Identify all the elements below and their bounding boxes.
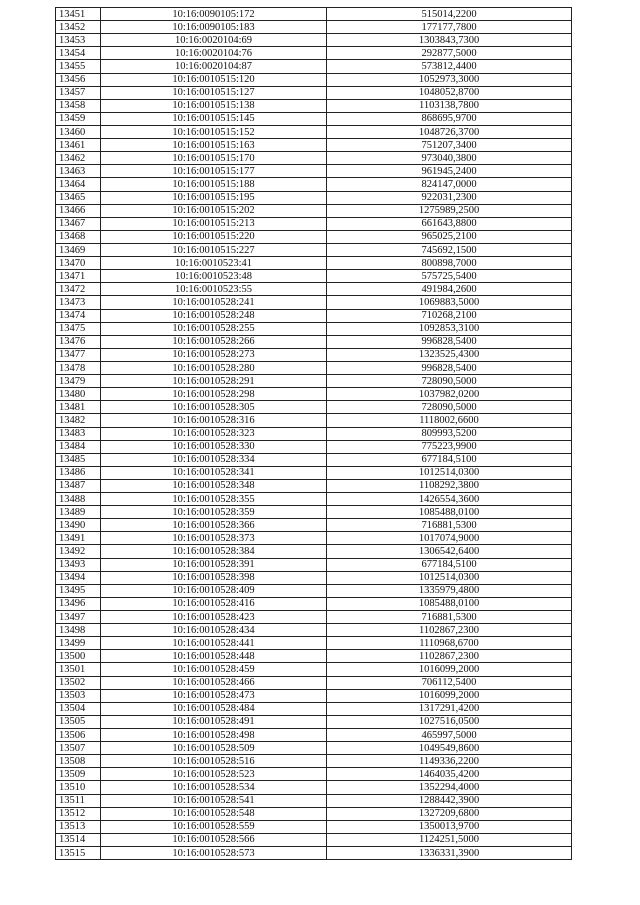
cadastral-number-cell: 10:16:0010528:291	[101, 375, 327, 388]
row-number-cell: 13488	[56, 493, 101, 506]
table-row	[56, 8, 572, 21]
cadastral-number-cell: 10:16:0010528:391	[101, 558, 327, 571]
value-cell: 1092853,3100	[327, 322, 572, 335]
value-cell: 1108292,3800	[327, 479, 572, 492]
row-number-cell: 13481	[56, 401, 101, 414]
row-number-cell: 13507	[56, 742, 101, 755]
value-cell: 868695,9700	[327, 112, 572, 125]
row-number-cell: 13490	[56, 519, 101, 532]
row-number-cell: 13453	[56, 34, 101, 47]
table-row	[56, 73, 572, 86]
row-number-cell: 13472	[56, 283, 101, 296]
row-number-cell: 13510	[56, 781, 101, 794]
cadastral-number-cell: 10:16:0010528:434	[101, 624, 327, 637]
value-cell: 573812,4400	[327, 60, 572, 73]
value-cell: 1317291,4200	[327, 702, 572, 715]
cadastral-number-cell: 10:16:0010528:566	[101, 833, 327, 846]
row-number-cell: 13495	[56, 584, 101, 597]
value-cell: 1048052,8700	[327, 86, 572, 99]
row-number-cell: 13489	[56, 506, 101, 519]
table-row	[56, 361, 572, 374]
value-cell: 710268,2100	[327, 309, 572, 322]
row-number-cell: 13493	[56, 558, 101, 571]
value-cell: 292877,5000	[327, 47, 572, 60]
table-row	[56, 715, 572, 728]
row-number-cell: 13499	[56, 637, 101, 650]
cadastral-number-cell: 10:16:0090105:183	[101, 21, 327, 34]
value-cell: 1350013,9700	[327, 820, 572, 833]
cadastral-number-cell: 10:16:0010515:152	[101, 125, 327, 138]
cadastral-number-cell: 10:16:0010528:509	[101, 742, 327, 755]
table-row	[56, 296, 572, 309]
value-cell: 745692,1500	[327, 243, 572, 256]
row-number-cell: 13471	[56, 270, 101, 283]
cadastral-number-cell: 10:16:0010515:120	[101, 73, 327, 86]
row-number-cell: 13485	[56, 453, 101, 466]
value-cell: 575725,5400	[327, 270, 572, 283]
row-number-cell: 13466	[56, 204, 101, 217]
table-row	[56, 833, 572, 846]
row-number-cell: 13484	[56, 440, 101, 453]
cadastral-number-cell: 10:16:0010528:366	[101, 519, 327, 532]
table-row	[56, 125, 572, 138]
cadastral-number-cell: 10:16:0010528:498	[101, 729, 327, 742]
value-cell: 1275989,2500	[327, 204, 572, 217]
table-row	[56, 729, 572, 742]
cadastral-number-cell: 10:16:0010528:359	[101, 506, 327, 519]
cadastral-number-cell: 10:16:0010523:55	[101, 283, 327, 296]
cadastral-number-cell: 10:16:0010515:195	[101, 191, 327, 204]
value-cell: 775223,9900	[327, 440, 572, 453]
cadastral-number-cell: 10:16:0010523:41	[101, 257, 327, 270]
table-row	[56, 584, 572, 597]
cadastral-number-cell: 10:16:0010515:227	[101, 243, 327, 256]
table-row	[56, 807, 572, 820]
cadastral-number-cell: 10:16:0010515:138	[101, 99, 327, 112]
value-cell: 965025,2100	[327, 230, 572, 243]
table-row	[56, 742, 572, 755]
cadastral-number-cell: 10:16:0020104:87	[101, 60, 327, 73]
value-cell: 1017074,9000	[327, 532, 572, 545]
table-row	[56, 663, 572, 676]
cadastral-number-cell: 10:16:0010528:305	[101, 401, 327, 414]
row-number-cell: 13498	[56, 624, 101, 637]
table-row	[56, 650, 572, 663]
row-number-cell: 13511	[56, 794, 101, 807]
row-number-cell: 13487	[56, 479, 101, 492]
value-cell: 677184,5100	[327, 558, 572, 571]
cadastral-number-cell: 10:16:0010528:334	[101, 453, 327, 466]
value-cell: 1102867,2300	[327, 650, 572, 663]
cadastral-number-cell: 10:16:0010528:416	[101, 597, 327, 610]
table-row	[56, 453, 572, 466]
cadastral-number-cell: 10:16:0010528:373	[101, 532, 327, 545]
cadastral-number-cell: 10:16:0010528:241	[101, 296, 327, 309]
table-row	[56, 335, 572, 348]
cadastral-number-cell: 10:16:0010528:248	[101, 309, 327, 322]
cadastral-number-cell: 10:16:0010528:448	[101, 650, 327, 663]
cadastral-number-cell: 10:16:0010528:466	[101, 676, 327, 689]
row-number-cell: 13512	[56, 807, 101, 820]
data-table	[55, 7, 572, 860]
cadastral-number-cell: 10:16:0010528:323	[101, 427, 327, 440]
table-row	[56, 702, 572, 715]
value-cell: 1306542,6400	[327, 545, 572, 558]
table-row	[56, 112, 572, 125]
table-row	[56, 571, 572, 584]
cadastral-number-cell: 10:16:0010528:266	[101, 335, 327, 348]
table-row	[56, 257, 572, 270]
row-number-cell: 13458	[56, 99, 101, 112]
cadastral-number-cell: 10:16:0010528:484	[101, 702, 327, 715]
table-row	[56, 86, 572, 99]
value-cell: 1118002,6600	[327, 414, 572, 427]
row-number-cell: 13451	[56, 8, 101, 21]
value-cell: 800898,7000	[327, 257, 572, 270]
table-row	[56, 152, 572, 165]
table-row	[56, 34, 572, 47]
table-row	[56, 794, 572, 807]
cadastral-number-cell: 10:16:0010515:170	[101, 152, 327, 165]
row-number-cell: 13462	[56, 152, 101, 165]
table-row	[56, 768, 572, 781]
value-cell: 824147,0000	[327, 178, 572, 191]
table-body	[56, 8, 572, 860]
table-row	[56, 47, 572, 60]
cadastral-number-cell: 10:16:0010528:316	[101, 414, 327, 427]
value-cell: 1049549,8600	[327, 742, 572, 755]
row-number-cell: 13491	[56, 532, 101, 545]
table-row	[56, 820, 572, 833]
cadastral-number-cell: 10:16:0010528:516	[101, 755, 327, 768]
cadastral-number-cell: 10:16:0010528:398	[101, 571, 327, 584]
value-cell: 1103138,7800	[327, 99, 572, 112]
row-number-cell: 13500	[56, 650, 101, 663]
value-cell: 973040,3800	[327, 152, 572, 165]
cadastral-number-cell: 10:16:0010528:473	[101, 689, 327, 702]
value-cell: 716881,5300	[327, 519, 572, 532]
table-row	[56, 204, 572, 217]
row-number-cell: 13473	[56, 296, 101, 309]
cadastral-number-cell: 10:16:0010528:459	[101, 663, 327, 676]
table-row	[56, 532, 572, 545]
value-cell: 751207,3400	[327, 139, 572, 152]
cadastral-number-cell: 10:16:0090105:172	[101, 8, 327, 21]
row-number-cell: 13467	[56, 217, 101, 230]
value-cell: 1288442,3900	[327, 794, 572, 807]
cadastral-number-cell: 10:16:0010515:145	[101, 112, 327, 125]
table-row	[56, 230, 572, 243]
table-row	[56, 440, 572, 453]
cadastral-number-cell: 10:16:0010515:202	[101, 204, 327, 217]
value-cell: 515014,2200	[327, 8, 572, 21]
cadastral-number-cell: 10:16:0010528:548	[101, 807, 327, 820]
row-number-cell: 13470	[56, 257, 101, 270]
row-number-cell: 13483	[56, 427, 101, 440]
table-row	[56, 637, 572, 650]
table-row	[56, 348, 572, 361]
table-row	[56, 755, 572, 768]
value-cell: 1052973,3000	[327, 73, 572, 86]
cadastral-number-cell: 10:16:0010523:48	[101, 270, 327, 283]
row-number-cell: 13463	[56, 165, 101, 178]
cadastral-number-cell: 10:16:0010528:573	[101, 847, 327, 860]
row-number-cell: 13468	[56, 230, 101, 243]
row-number-cell: 13496	[56, 597, 101, 610]
cadastral-number-cell: 10:16:0010528:355	[101, 493, 327, 506]
value-cell: 1303843,7300	[327, 34, 572, 47]
cadastral-number-cell: 10:16:0020104:69	[101, 34, 327, 47]
row-number-cell: 13482	[56, 414, 101, 427]
table-row	[56, 165, 572, 178]
cadastral-number-cell: 10:16:0010528:534	[101, 781, 327, 794]
row-number-cell: 13455	[56, 60, 101, 73]
cadastral-number-cell: 10:16:0010528:348	[101, 479, 327, 492]
row-number-cell: 13492	[56, 545, 101, 558]
table-row	[56, 414, 572, 427]
table-row	[56, 21, 572, 34]
table-row	[56, 689, 572, 702]
cadastral-number-cell: 10:16:0010528:255	[101, 322, 327, 335]
value-cell: 1085488,0100	[327, 506, 572, 519]
table-row	[56, 519, 572, 532]
value-cell: 1085488,0100	[327, 597, 572, 610]
row-number-cell: 13479	[56, 375, 101, 388]
table-row	[56, 781, 572, 794]
value-cell: 1012514,0300	[327, 571, 572, 584]
cadastral-number-cell: 10:16:0010515:188	[101, 178, 327, 191]
table-row	[56, 99, 572, 112]
table-row	[56, 322, 572, 335]
cadastral-number-cell: 10:16:0010515:177	[101, 165, 327, 178]
table-row	[56, 243, 572, 256]
value-cell: 716881,5300	[327, 611, 572, 624]
row-number-cell: 13502	[56, 676, 101, 689]
table-row	[56, 270, 572, 283]
value-cell: 1027516,0500	[327, 715, 572, 728]
row-number-cell: 13508	[56, 755, 101, 768]
cadastral-number-cell: 10:16:0010528:441	[101, 637, 327, 650]
value-cell: 1426554,3600	[327, 493, 572, 506]
row-number-cell: 13474	[56, 309, 101, 322]
value-cell: 1037982,0200	[327, 388, 572, 401]
cadastral-number-cell: 10:16:0010528:523	[101, 768, 327, 781]
value-cell: 1110968,6700	[327, 637, 572, 650]
table-row	[56, 597, 572, 610]
table-row	[56, 545, 572, 558]
row-number-cell: 13497	[56, 611, 101, 624]
table-row	[56, 676, 572, 689]
value-cell: 996828,5400	[327, 361, 572, 374]
table-row	[56, 466, 572, 479]
cadastral-number-cell: 10:16:0010528:280	[101, 361, 327, 374]
cadastral-number-cell: 10:16:0010528:330	[101, 440, 327, 453]
table-row	[56, 479, 572, 492]
table-row	[56, 611, 572, 624]
row-number-cell: 13494	[56, 571, 101, 584]
row-number-cell: 13459	[56, 112, 101, 125]
value-cell: 728090,5000	[327, 401, 572, 414]
table-row	[56, 191, 572, 204]
value-cell: 1069883,5000	[327, 296, 572, 309]
value-cell: 728090,5000	[327, 375, 572, 388]
row-number-cell: 13452	[56, 21, 101, 34]
cadastral-number-cell: 10:16:0010528:541	[101, 794, 327, 807]
cadastral-number-cell: 10:16:0010528:491	[101, 715, 327, 728]
row-number-cell: 13465	[56, 191, 101, 204]
row-number-cell: 13456	[56, 73, 101, 86]
value-cell: 1016099,2000	[327, 689, 572, 702]
table-row	[56, 60, 572, 73]
value-cell: 1323525,4300	[327, 348, 572, 361]
cadastral-number-cell: 10:16:0010515:220	[101, 230, 327, 243]
value-cell: 661643,8800	[327, 217, 572, 230]
row-number-cell: 13514	[56, 833, 101, 846]
table-row	[56, 309, 572, 322]
value-cell: 1012514,0300	[327, 466, 572, 479]
row-number-cell: 13480	[56, 388, 101, 401]
row-number-cell: 13457	[56, 86, 101, 99]
value-cell: 1327209,6800	[327, 807, 572, 820]
cadastral-number-cell: 10:16:0010528:298	[101, 388, 327, 401]
cadastral-number-cell: 10:16:0010528:384	[101, 545, 327, 558]
table-row	[56, 401, 572, 414]
table-row	[56, 388, 572, 401]
row-number-cell: 13477	[56, 348, 101, 361]
cadastral-number-cell: 10:16:0020104:76	[101, 47, 327, 60]
value-cell: 809993,5200	[327, 427, 572, 440]
value-cell: 1464035,4200	[327, 768, 572, 781]
table-row	[56, 427, 572, 440]
row-number-cell: 13505	[56, 715, 101, 728]
value-cell: 996828,5400	[327, 335, 572, 348]
row-number-cell: 13513	[56, 820, 101, 833]
cadastral-number-cell: 10:16:0010528:409	[101, 584, 327, 597]
cadastral-number-cell: 10:16:0010528:559	[101, 820, 327, 833]
value-cell: 1336331,3900	[327, 847, 572, 860]
table-row	[56, 624, 572, 637]
value-cell: 677184,5100	[327, 453, 572, 466]
value-cell: 177177,7800	[327, 21, 572, 34]
table-row	[56, 375, 572, 388]
value-cell: 922031,2300	[327, 191, 572, 204]
table-row	[56, 283, 572, 296]
row-number-cell: 13464	[56, 178, 101, 191]
value-cell: 706112,5400	[327, 676, 572, 689]
row-number-cell: 13454	[56, 47, 101, 60]
row-number-cell: 13476	[56, 335, 101, 348]
value-cell: 1352294,4000	[327, 781, 572, 794]
cadastral-number-cell: 10:16:0010515:213	[101, 217, 327, 230]
cadastral-number-cell: 10:16:0010528:423	[101, 611, 327, 624]
row-number-cell: 13486	[56, 466, 101, 479]
table-row	[56, 506, 572, 519]
value-cell: 961945,2400	[327, 165, 572, 178]
row-number-cell: 13461	[56, 139, 101, 152]
cadastral-number-cell: 10:16:0010515:163	[101, 139, 327, 152]
value-cell: 1048726,3700	[327, 125, 572, 138]
row-number-cell: 13509	[56, 768, 101, 781]
row-number-cell: 13515	[56, 847, 101, 860]
row-number-cell: 13504	[56, 702, 101, 715]
table-row	[56, 493, 572, 506]
row-number-cell: 13501	[56, 663, 101, 676]
cadastral-number-cell: 10:16:0010528:273	[101, 348, 327, 361]
row-number-cell: 13475	[56, 322, 101, 335]
table-row	[56, 139, 572, 152]
row-number-cell: 13506	[56, 729, 101, 742]
row-number-cell: 13478	[56, 361, 101, 374]
table-row	[56, 217, 572, 230]
table-row	[56, 558, 572, 571]
table-row	[56, 178, 572, 191]
value-cell: 491984,2600	[327, 283, 572, 296]
value-cell: 1016099,2000	[327, 663, 572, 676]
value-cell: 1335979,4800	[327, 584, 572, 597]
value-cell: 1102867,2300	[327, 624, 572, 637]
cadastral-number-cell: 10:16:0010528:341	[101, 466, 327, 479]
row-number-cell: 13460	[56, 125, 101, 138]
row-number-cell: 13469	[56, 243, 101, 256]
value-cell: 465997,5000	[327, 729, 572, 742]
table-row	[56, 847, 572, 860]
value-cell: 1124251,5000	[327, 833, 572, 846]
row-number-cell: 13503	[56, 689, 101, 702]
cadastral-number-cell: 10:16:0010515:127	[101, 86, 327, 99]
value-cell: 1149336,2200	[327, 755, 572, 768]
